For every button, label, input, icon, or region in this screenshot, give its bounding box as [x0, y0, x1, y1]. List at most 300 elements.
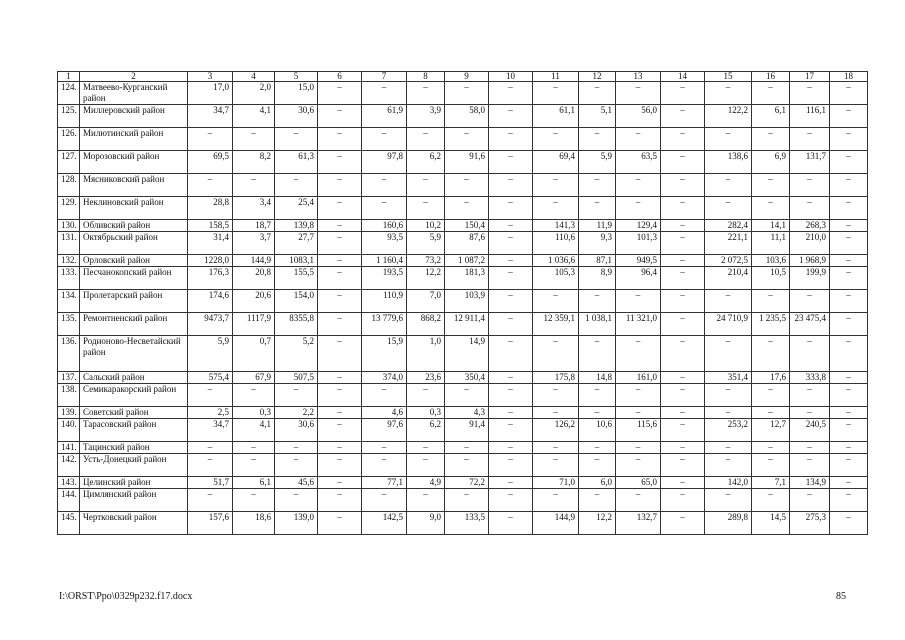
district-name: Сальский район — [80, 372, 188, 384]
value-cell: – — [752, 290, 790, 313]
value-cell: – — [616, 174, 661, 197]
table-row — [58, 290, 868, 313]
value-cell: – — [830, 105, 868, 128]
value-cell: – — [275, 384, 318, 407]
value-cell: – — [188, 454, 233, 477]
value-cell: 15,0 — [275, 82, 318, 105]
value-cell: 72,2 — [445, 477, 489, 489]
value-cell: – — [705, 197, 752, 220]
value-cell: – — [790, 197, 830, 220]
value-cell: 141,3 — [533, 220, 579, 232]
value-cell: – — [489, 372, 533, 384]
value-cell: – — [362, 128, 407, 151]
value-cell: 1 968,9 — [790, 255, 830, 267]
value-cell: – — [489, 267, 533, 290]
value-cell: – — [579, 442, 616, 454]
district-name: Миллеровский район — [80, 105, 188, 128]
district-name: Чертковский район — [80, 512, 188, 535]
footer-file-path: I:\ORST\Ppo\0329p232.f17.docx — [59, 591, 193, 602]
value-cell: – — [616, 197, 661, 220]
value-cell: – — [445, 174, 489, 197]
value-cell: 9,0 — [407, 512, 445, 535]
value-cell: 103,9 — [445, 290, 489, 313]
value-cell: 3,7 — [233, 232, 275, 255]
value-cell: – — [579, 128, 616, 151]
row-number: 135. — [58, 313, 80, 336]
value-cell: – — [790, 489, 830, 512]
value-cell: 103,6 — [752, 255, 790, 267]
value-cell: 1228,0 — [188, 255, 233, 267]
value-cell: 20,6 — [233, 290, 275, 313]
column-header: 5 — [275, 72, 318, 82]
value-cell: 110,6 — [533, 232, 579, 255]
value-cell: – — [233, 174, 275, 197]
value-cell: – — [445, 82, 489, 105]
value-cell: – — [318, 489, 362, 512]
district-name: Тарасовский район — [80, 419, 188, 442]
column-header: 16 — [752, 72, 790, 82]
value-cell: – — [705, 454, 752, 477]
value-cell: – — [318, 128, 362, 151]
value-cell: 133,5 — [445, 512, 489, 535]
value-cell: – — [616, 336, 661, 372]
value-cell: – — [752, 384, 790, 407]
value-cell: – — [407, 384, 445, 407]
value-cell: – — [752, 82, 790, 105]
value-cell: – — [489, 151, 533, 174]
value-cell: 221,1 — [705, 232, 752, 255]
value-cell: 1 087,2 — [445, 255, 489, 267]
value-cell: 20,8 — [233, 267, 275, 290]
row-number: 134. — [58, 290, 80, 313]
value-cell: 175,8 — [533, 372, 579, 384]
value-cell: 11,9 — [579, 220, 616, 232]
value-cell: 13 779,6 — [362, 313, 407, 336]
table-row — [58, 232, 868, 255]
value-cell: – — [661, 174, 705, 197]
district-name: Морозовский район — [80, 151, 188, 174]
value-cell: 6,1 — [752, 105, 790, 128]
value-cell: 160,6 — [362, 220, 407, 232]
value-cell: – — [661, 220, 705, 232]
value-cell: 61,9 — [362, 105, 407, 128]
value-cell: 351,4 — [705, 372, 752, 384]
row-number: 126. — [58, 128, 80, 151]
value-cell: – — [318, 151, 362, 174]
value-cell: 8,2 — [233, 151, 275, 174]
value-cell: – — [830, 197, 868, 220]
value-cell: – — [275, 174, 318, 197]
value-cell: – — [830, 174, 868, 197]
value-cell: – — [661, 336, 705, 372]
value-cell: 131,7 — [790, 151, 830, 174]
table-row — [58, 174, 868, 197]
value-cell: – — [790, 454, 830, 477]
value-cell: – — [661, 267, 705, 290]
value-cell: 11 321,0 — [616, 313, 661, 336]
value-cell: – — [407, 174, 445, 197]
value-cell: – — [407, 128, 445, 151]
value-cell: – — [830, 384, 868, 407]
value-cell: 1117,9 — [233, 313, 275, 336]
row-number: 129. — [58, 197, 80, 220]
table-row — [58, 442, 868, 454]
value-cell: – — [533, 336, 579, 372]
value-cell: 97,6 — [362, 419, 407, 442]
value-cell: – — [445, 454, 489, 477]
row-number: 140. — [58, 419, 80, 442]
value-cell: 56,0 — [616, 105, 661, 128]
value-cell: 4,9 — [407, 477, 445, 489]
value-cell: – — [790, 82, 830, 105]
value-cell: 12,7 — [752, 419, 790, 442]
value-cell: 12,2 — [579, 512, 616, 535]
district-name: Цимлянский район — [80, 489, 188, 512]
value-cell: 4,1 — [233, 419, 275, 442]
value-cell: 6,2 — [407, 151, 445, 174]
value-cell: – — [830, 290, 868, 313]
value-cell: – — [752, 174, 790, 197]
table-row — [58, 197, 868, 220]
table-row — [58, 151, 868, 174]
value-cell: – — [489, 105, 533, 128]
value-cell: 23,6 — [407, 372, 445, 384]
column-header: 7 — [362, 72, 407, 82]
value-cell: 65,0 — [616, 477, 661, 489]
value-cell: – — [533, 384, 579, 407]
value-cell: 11,1 — [752, 232, 790, 255]
value-cell: – — [533, 197, 579, 220]
value-cell: – — [533, 128, 579, 151]
value-cell: 0,7 — [233, 336, 275, 372]
value-cell: 69,4 — [533, 151, 579, 174]
value-cell: – — [489, 313, 533, 336]
table-row — [58, 419, 868, 442]
value-cell: – — [830, 336, 868, 372]
value-cell: 333,8 — [790, 372, 830, 384]
value-cell: – — [489, 290, 533, 313]
value-cell: 12 359,1 — [533, 313, 579, 336]
value-cell: – — [318, 82, 362, 105]
value-cell: 5,9 — [579, 151, 616, 174]
value-cell: – — [830, 419, 868, 442]
value-cell: 949,5 — [616, 255, 661, 267]
value-cell: – — [318, 372, 362, 384]
value-cell: 51,7 — [188, 477, 233, 489]
value-cell: – — [616, 407, 661, 419]
value-cell: – — [318, 105, 362, 128]
value-cell: – — [705, 336, 752, 372]
value-cell: – — [275, 442, 318, 454]
value-cell: 6,2 — [407, 419, 445, 442]
value-cell: – — [489, 174, 533, 197]
table-row — [58, 267, 868, 290]
district-name: Усть-Донецкий район — [80, 454, 188, 477]
value-cell: – — [752, 128, 790, 151]
value-cell: – — [233, 384, 275, 407]
value-cell: – — [233, 454, 275, 477]
value-cell: 2,5 — [188, 407, 233, 419]
value-cell: 115,6 — [616, 419, 661, 442]
value-cell: – — [830, 442, 868, 454]
value-cell: – — [705, 128, 752, 151]
value-cell: – — [489, 128, 533, 151]
value-cell: – — [489, 419, 533, 442]
value-cell: – — [445, 384, 489, 407]
value-cell: – — [790, 128, 830, 151]
value-cell: 3,9 — [407, 105, 445, 128]
column-header: 14 — [661, 72, 705, 82]
row-number: 125. — [58, 105, 80, 128]
district-name: Песчанокопский район — [80, 267, 188, 290]
value-cell: 15,9 — [362, 336, 407, 372]
value-cell: 10,5 — [752, 267, 790, 290]
value-cell: 199,9 — [790, 267, 830, 290]
value-cell: – — [830, 407, 868, 419]
table-row — [58, 220, 868, 232]
column-header: 10 — [489, 72, 533, 82]
value-cell: – — [830, 232, 868, 255]
value-cell: – — [362, 197, 407, 220]
value-cell: – — [661, 454, 705, 477]
value-cell: – — [616, 454, 661, 477]
value-cell: 12,2 — [407, 267, 445, 290]
value-cell: – — [705, 384, 752, 407]
value-cell: – — [661, 151, 705, 174]
value-cell: 91,4 — [445, 419, 489, 442]
value-cell: – — [661, 419, 705, 442]
value-cell: 138,6 — [705, 151, 752, 174]
value-cell: – — [830, 255, 868, 267]
value-cell: 6,1 — [233, 477, 275, 489]
value-cell: – — [407, 454, 445, 477]
value-cell: – — [790, 336, 830, 372]
value-cell: 193,5 — [362, 267, 407, 290]
value-cell: – — [752, 407, 790, 419]
data-table — [57, 71, 868, 535]
row-number: 132. — [58, 255, 80, 267]
value-cell: – — [233, 128, 275, 151]
value-cell: 17,6 — [752, 372, 790, 384]
value-cell: – — [661, 489, 705, 512]
value-cell: 5,2 — [275, 336, 318, 372]
value-cell: – — [318, 384, 362, 407]
value-cell: – — [752, 197, 790, 220]
value-cell: – — [362, 384, 407, 407]
value-cell: – — [752, 489, 790, 512]
value-cell: 253,2 — [705, 419, 752, 442]
district-name: Матвеево-Курганский район — [80, 82, 188, 105]
value-cell: 14,5 — [752, 512, 790, 535]
value-cell: 1 036,6 — [533, 255, 579, 267]
value-cell: 155,5 — [275, 267, 318, 290]
value-cell: – — [318, 290, 362, 313]
value-cell: – — [752, 336, 790, 372]
row-number: 137. — [58, 372, 80, 384]
value-cell: – — [533, 174, 579, 197]
value-cell: – — [661, 442, 705, 454]
value-cell: – — [318, 419, 362, 442]
column-header: 11 — [533, 72, 579, 82]
value-cell: – — [445, 197, 489, 220]
value-cell: 77,1 — [362, 477, 407, 489]
value-cell: 158,5 — [188, 220, 233, 232]
value-cell: – — [233, 489, 275, 512]
value-cell: 71,0 — [533, 477, 579, 489]
column-header: 13 — [616, 72, 661, 82]
value-cell: 14,8 — [579, 372, 616, 384]
value-cell: 374,0 — [362, 372, 407, 384]
value-cell: – — [318, 255, 362, 267]
value-cell: 289,8 — [705, 512, 752, 535]
value-cell: – — [489, 255, 533, 267]
value-cell: – — [661, 290, 705, 313]
value-cell: 157,6 — [188, 512, 233, 535]
value-cell: 1 038,1 — [579, 313, 616, 336]
table-row — [58, 512, 868, 535]
value-cell: 14,1 — [752, 220, 790, 232]
value-cell: – — [188, 128, 233, 151]
value-cell: 210,4 — [705, 267, 752, 290]
row-number: 141. — [58, 442, 80, 454]
value-cell: 91,6 — [445, 151, 489, 174]
value-cell: 240,5 — [790, 419, 830, 442]
value-cell: – — [533, 454, 579, 477]
value-cell: – — [489, 197, 533, 220]
value-cell: 507,5 — [275, 372, 318, 384]
value-cell: 4,6 — [362, 407, 407, 419]
row-number: 124. — [58, 82, 80, 105]
value-cell: 93,5 — [362, 232, 407, 255]
column-header: 18 — [830, 72, 868, 82]
table-row — [58, 255, 868, 267]
value-cell: 174,6 — [188, 290, 233, 313]
value-cell: – — [489, 442, 533, 454]
value-cell: – — [830, 512, 868, 535]
value-cell: – — [705, 290, 752, 313]
value-cell: 2,2 — [275, 407, 318, 419]
table-row — [58, 384, 868, 407]
row-number: 133. — [58, 267, 80, 290]
value-cell: 17,0 — [188, 82, 233, 105]
value-cell: 9473,7 — [188, 313, 233, 336]
value-cell: – — [616, 442, 661, 454]
value-cell: 9,3 — [579, 232, 616, 255]
district-name: Пролетарский район — [80, 290, 188, 313]
value-cell: – — [830, 372, 868, 384]
value-cell: – — [830, 220, 868, 232]
value-cell: – — [705, 82, 752, 105]
value-cell: – — [533, 407, 579, 419]
value-cell: 144,9 — [233, 255, 275, 267]
value-cell: 139,0 — [275, 512, 318, 535]
value-cell: 25,4 — [275, 197, 318, 220]
value-cell: 142,0 — [705, 477, 752, 489]
column-header: 12 — [579, 72, 616, 82]
value-cell: – — [489, 220, 533, 232]
row-number: 136. — [58, 336, 80, 372]
value-cell: – — [407, 82, 445, 105]
value-cell: – — [661, 105, 705, 128]
value-cell: – — [445, 128, 489, 151]
value-cell: – — [188, 384, 233, 407]
value-cell: – — [579, 407, 616, 419]
value-cell: – — [489, 232, 533, 255]
value-cell: – — [275, 489, 318, 512]
value-cell: 31,4 — [188, 232, 233, 255]
district-name: Семикаракорский район — [80, 384, 188, 407]
value-cell: 161,0 — [616, 372, 661, 384]
value-cell: 28,8 — [188, 197, 233, 220]
value-cell: 14,9 — [445, 336, 489, 372]
value-cell: 7,1 — [752, 477, 790, 489]
value-cell: 8,9 — [579, 267, 616, 290]
column-header: 6 — [318, 72, 362, 82]
value-cell: – — [579, 384, 616, 407]
value-cell: – — [790, 384, 830, 407]
table-row — [58, 489, 868, 512]
value-cell: 268,3 — [790, 220, 830, 232]
row-number: 142. — [58, 454, 80, 477]
value-cell: – — [318, 512, 362, 535]
value-cell: – — [318, 313, 362, 336]
value-cell: 27,7 — [275, 232, 318, 255]
value-cell: – — [661, 232, 705, 255]
value-cell: – — [752, 442, 790, 454]
value-cell: 0,3 — [407, 407, 445, 419]
value-cell: 5,9 — [407, 232, 445, 255]
value-cell: – — [489, 82, 533, 105]
district-name: Целинский район — [80, 477, 188, 489]
value-cell: – — [830, 477, 868, 489]
value-cell: – — [533, 82, 579, 105]
value-cell: 61,1 — [533, 105, 579, 128]
value-cell: – — [579, 290, 616, 313]
value-cell: – — [616, 489, 661, 512]
value-cell: – — [830, 128, 868, 151]
value-cell: – — [830, 489, 868, 512]
value-cell: – — [533, 489, 579, 512]
value-cell: – — [705, 489, 752, 512]
value-cell: – — [318, 174, 362, 197]
value-cell: – — [661, 477, 705, 489]
value-cell: 142,5 — [362, 512, 407, 535]
value-cell: – — [790, 290, 830, 313]
table-row — [58, 128, 868, 151]
value-cell: 181,3 — [445, 267, 489, 290]
value-cell: – — [616, 290, 661, 313]
district-name: Ремонтненский район — [80, 313, 188, 336]
value-cell: – — [661, 372, 705, 384]
value-cell: – — [318, 454, 362, 477]
table-row — [58, 82, 868, 105]
value-cell: – — [318, 197, 362, 220]
table-row — [58, 477, 868, 489]
value-cell: – — [407, 442, 445, 454]
value-cell: – — [318, 220, 362, 232]
value-cell: – — [790, 442, 830, 454]
value-cell: 282,4 — [705, 220, 752, 232]
table-row — [58, 454, 868, 477]
value-cell: 6,9 — [752, 151, 790, 174]
value-cell: 10,6 — [579, 419, 616, 442]
value-cell: – — [661, 128, 705, 151]
value-cell: – — [489, 477, 533, 489]
value-cell: – — [533, 290, 579, 313]
value-cell: 12 911,4 — [445, 313, 489, 336]
value-cell: – — [661, 82, 705, 105]
value-cell: 97,8 — [362, 151, 407, 174]
